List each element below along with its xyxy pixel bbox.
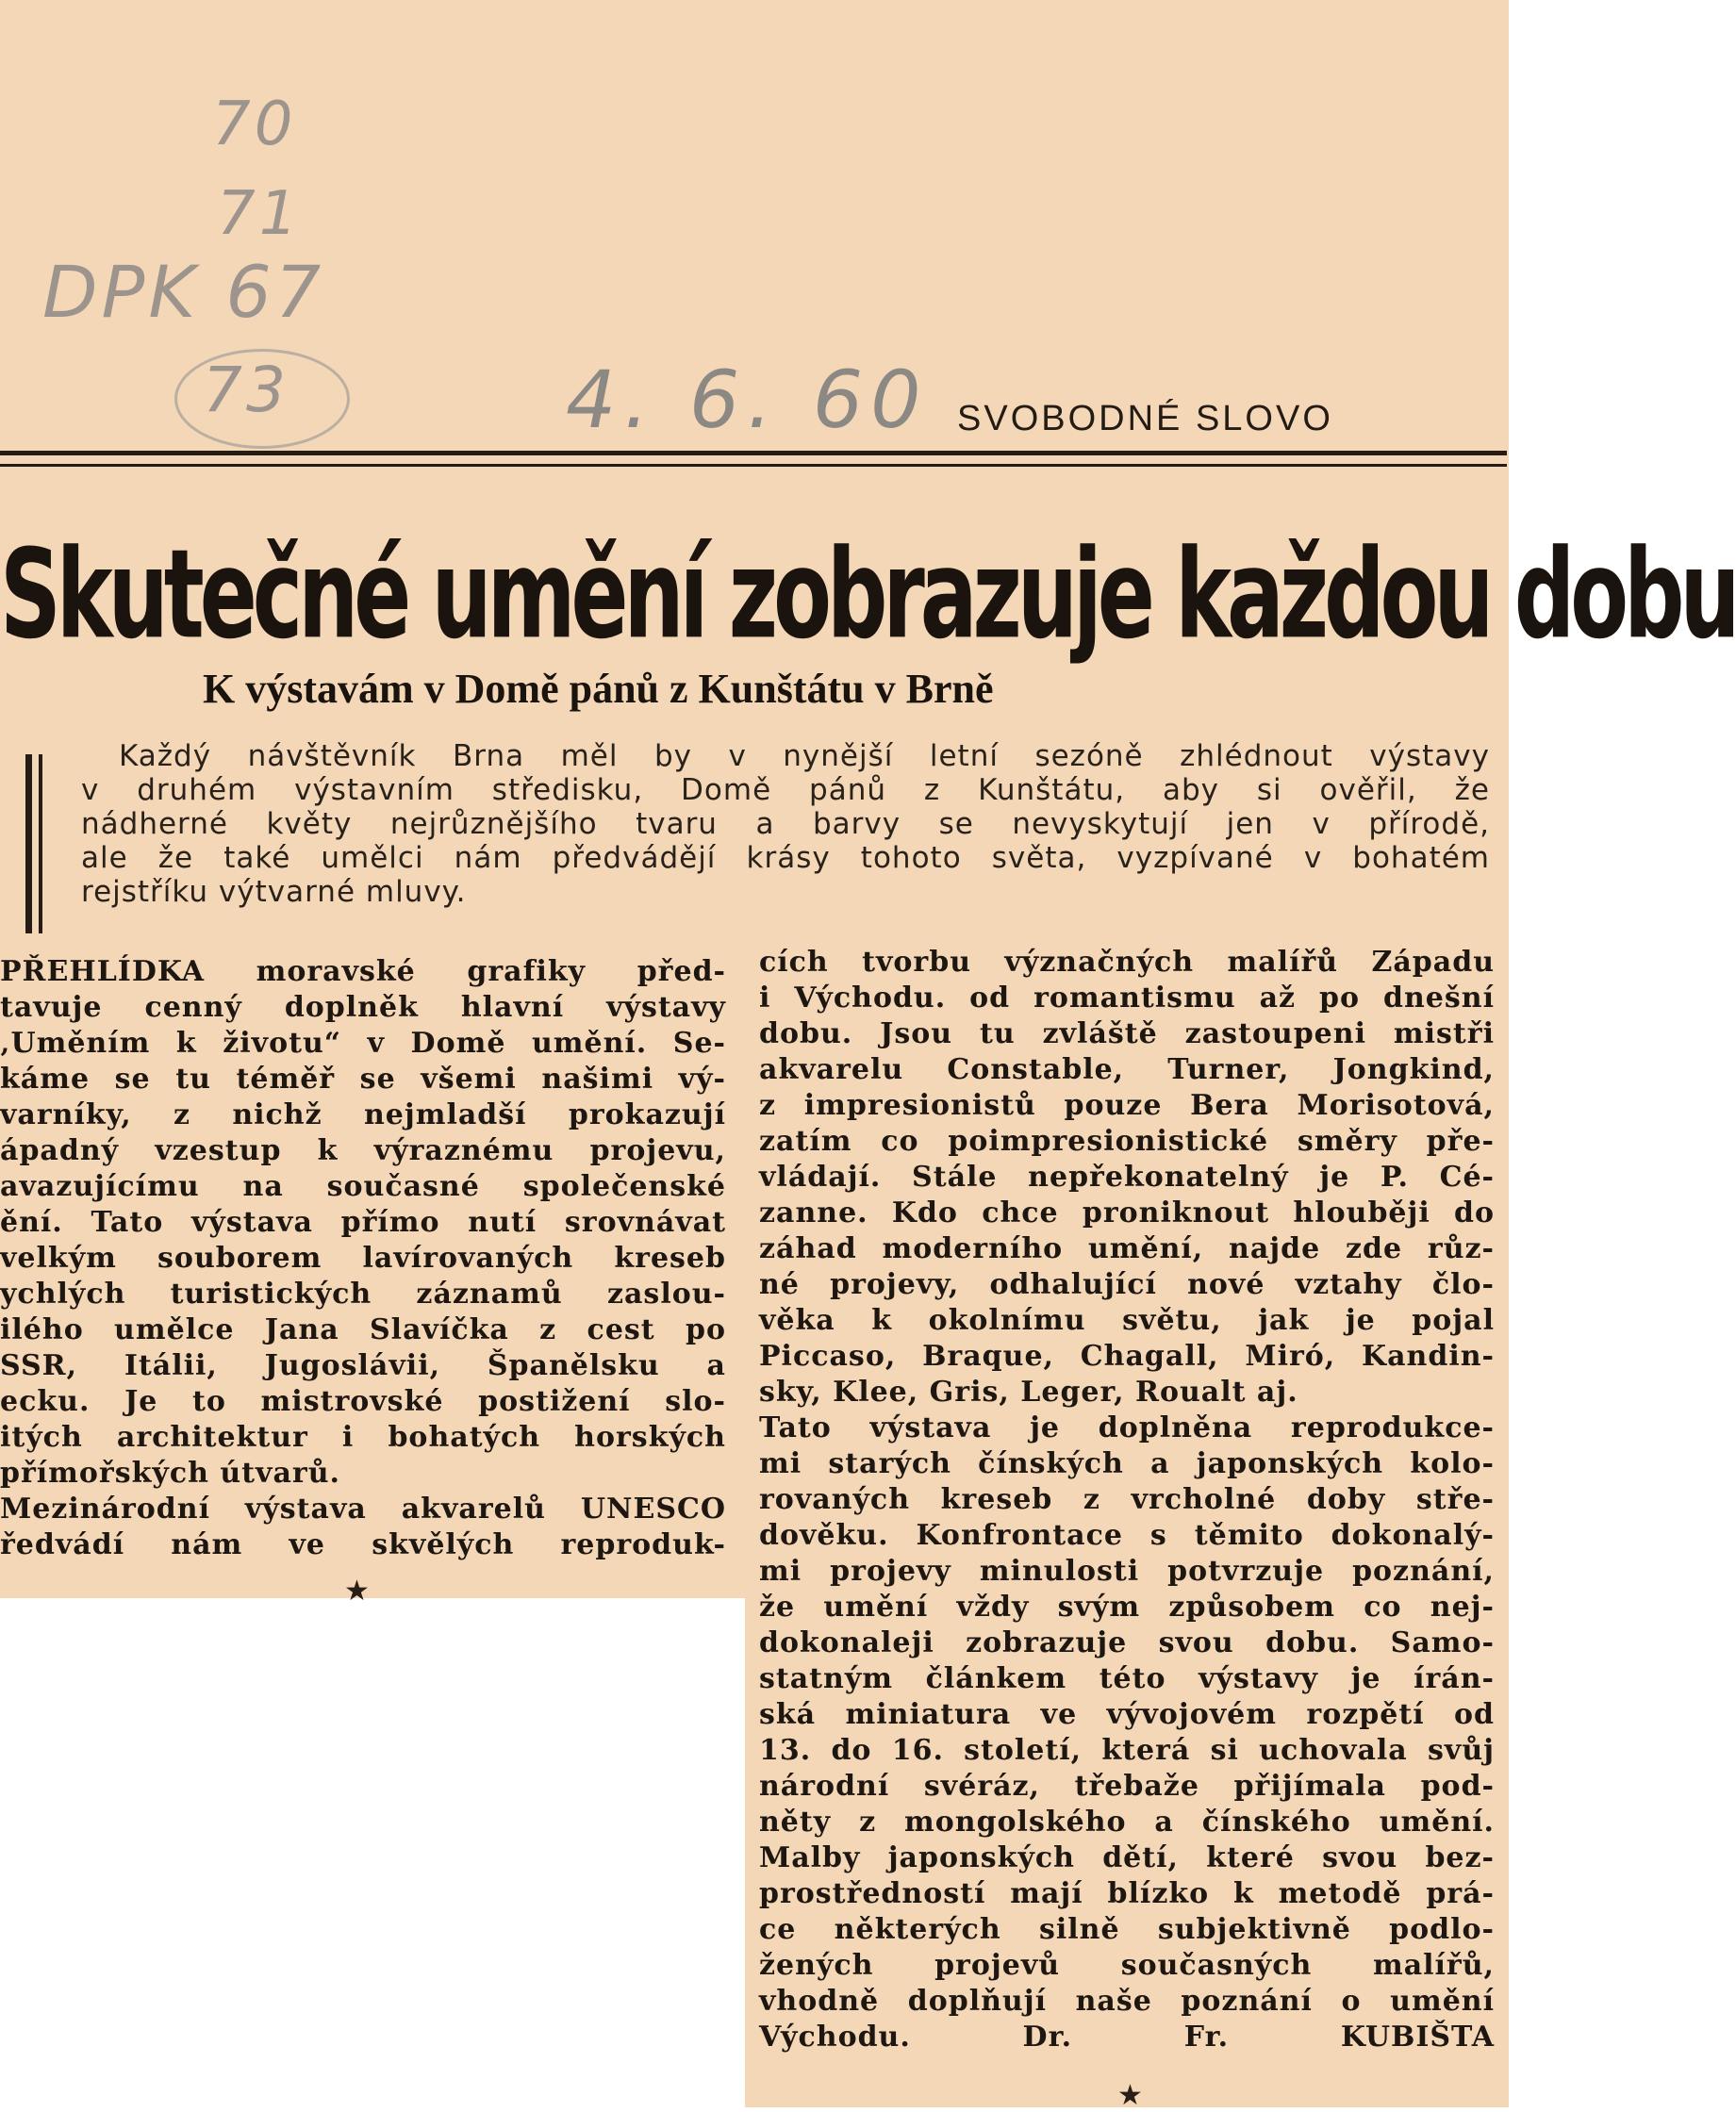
column-2-line: záhad moderního umění, najde zde růz- [759,1232,1495,1265]
column-1-line: itých architektur i bohatých horských [0,1421,726,1454]
column-2-line: zanne. Kdo chce proniknout hlouběji do [759,1196,1495,1229]
pencil-note-dpk: DPK 67 [42,250,325,334]
column-1-line: ilého umělce Jana Slavíčka z cest po [0,1313,726,1346]
column-2-line: něty z mongolského a čínského umění. [759,1806,1495,1839]
column-2-line: 13. do 16. století, která si uchovala svůj [759,1734,1495,1767]
column-1-line: ředvádí nám ve skvělých reproduk- [0,1528,726,1561]
column-2-line: věka k okolnímu světu, jak je pojal [759,1304,1495,1337]
column-2-line: že umění vždy svým způsobem co nej- [759,1591,1495,1624]
column-1-line: velkým souborem lavírovaných kreseb [0,1242,726,1275]
column-1-line: avazujícímu na současné společenské [0,1170,726,1203]
column-1-line: PŘEHLÍDKA moravské grafiky před- [0,955,726,988]
column-2-line: vhodně doplňují naše poznání o umění [759,1985,1495,2018]
pencil-note-70: 70 [212,90,297,159]
column-2-line: akvarelu Constable, Turner, Jongkind, [759,1053,1495,1086]
column-2-line: Tato výstava je doplněna reprodukce- [759,1411,1495,1444]
article-headline: Skutečné umění zobrazuje každou dobu [0,523,1736,668]
column-1-line: ápadný vzestup k výraznému projevu, [0,1134,726,1167]
column-2-line: mi projevy minulosti potvrzuje poznání, [759,1555,1495,1588]
section-star-separator: ★ [1117,2079,1143,2112]
masthead-rule-thick [0,451,1507,455]
masthead-rule-thin [0,464,1507,467]
column-2-line: národní svéráz, třebaže přijímala pod- [759,1770,1495,1803]
column-2-line: Malby japonských dětí, které svou bez- [759,1841,1495,1874]
column-2-line: Východu. Dr. Fr. KUBIŠTA [759,2021,1495,2054]
column-2-line: zatím co poimpresionistické směry pře- [759,1125,1495,1158]
column-2-line: dokonaleji zobrazuje svou dobu. Samo- [759,1626,1495,1659]
column-1-line: káme se tu téměř se všemi našimi vý- [0,1063,726,1096]
section-star-separator: ★ [344,1575,370,1608]
column-2-line: mi starých čínských a japonských kolo- [759,1447,1495,1480]
handwritten-date: 4. 6. 60 [566,354,929,446]
column-1-line: ‚Uměním k životu“ v Domě umění. Se- [0,1027,726,1060]
lead-line: nádherné květy nejrůznějšího tvaru a barvy se nevyskytují jen v přírodě, [81,807,1490,841]
column-2-line: cích tvorbu význačných malířů Západu [759,946,1495,979]
column-1-line: ecku. Je to mistrovské postižení slo- [0,1385,726,1418]
column-2-line: dověku. Konfrontace s těmito dokonalý- [759,1519,1495,1552]
column-2-line: ská miniatura ve vývojovém rozpětí od [759,1698,1495,1731]
column-1-line: Mezinárodní výstava akvarelů UNESCO [0,1493,726,1526]
column-2-line: sky, Klee, Gris, Leger, Roualt aj. [759,1376,1298,1409]
column-1-line: tavuje cenný doplněk hlavní výstavy [0,991,726,1024]
column-2-line: žených projevů současných malířů, [759,1949,1495,1982]
article-lead [81,739,1490,909]
column-1-line: ychlých turistických záznamů zaslou- [0,1278,726,1311]
lead-line: rejstříku výtvarné mluvy. [81,875,467,909]
lead-line: v druhém výstavním středisku, Domě pánů z Kunštátu, aby si ověřil, že [81,773,1490,807]
column-2-line: prostředností mají blízko k metodě prá- [759,1877,1495,1910]
column-2-line: i Východu. od romantismu až po dnešní [759,982,1495,1015]
column-1-line: varníky, z nichž nejmladší prokazují [0,1098,726,1131]
pencil-note-71: 71 [217,179,302,249]
article-column-1 [0,954,726,1563]
column-1-line: ění. Tato výstava přímo nutí srovnávat [0,1206,726,1239]
column-2-line: Piccaso, Braque, Chagall, Miró, Kandin- [759,1340,1495,1373]
column-2-line: z impresionistů pouze Bera Morisotová, [759,1089,1495,1122]
column-2-line: statným článkem této výstavy je írán- [759,1662,1495,1695]
column-2-line: ce některých silně subjektivně podlo- [759,1913,1495,1946]
lead-margin-bar [25,754,32,933]
column-1-line: přímořských útvarů. [0,1457,340,1490]
column-2-line: vládají. Stále nepřekonatelný je P. Cé- [759,1161,1495,1194]
article-subheadline: K výstavám v Domě pánů z Kunštátu v Brně [203,666,994,712]
lead-line: ale že také umělci nám předvádějí krásy tohoto světa, vyzpívané v bohatém [81,841,1490,875]
article-column-2 [759,945,1495,2055]
column-2-line: rovaných kreseb z vrcholné doby stře- [759,1483,1495,1516]
pencil-note-73: 73 [203,354,289,426]
lead-line: Každý návštěvník Brna měl by v nynější letní sezóně zhlédnout výstavy [119,739,1490,773]
column-1-line: SSR, Itálii, Jugoslávii, Španělsku a [0,1349,726,1382]
newspaper-masthead: SVOBODNÉ SLOVO [957,399,1333,438]
column-2-line: né projevy, odhalující nové vztahy člo- [759,1268,1495,1301]
lead-margin-bar-thin [39,754,42,933]
column-2-line: dobu. Jsou tu zvláště zastoupeni mistři [759,1017,1495,1050]
